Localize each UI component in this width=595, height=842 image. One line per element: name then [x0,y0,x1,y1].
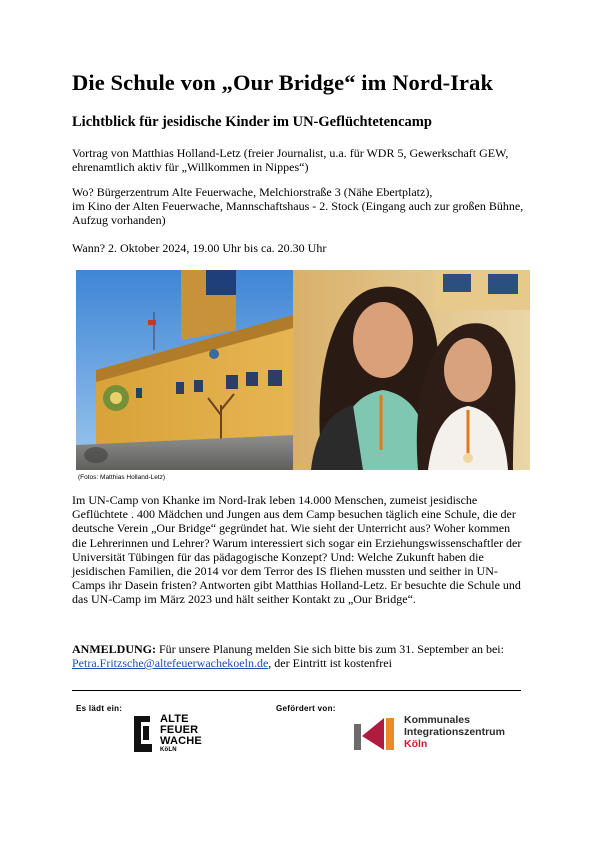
funded-label: Gefördert von: [276,704,336,713]
photo-caption: (Fotos: Matthias Holland-Letz) [78,474,166,481]
ki-logo-line-1: Kommunales [404,714,470,726]
registration-suffix: , der Eintritt ist kostenfrei [268,656,392,671]
registration-text: Für unsere Planung melden Sie sich bitte bis zum 31. September an bei: [156,642,504,656]
description-line: jesidischen Familien, die 2014 vor dem Terror des IS fliehen mussten und seither in UN- [72,564,498,579]
ki-logo-line-2: Integrationszentrum [404,726,505,738]
af-logo-line-1: ALTE [160,713,189,725]
description-line: die Lehrerinnen und Lehrer? Warum interessiert sich sogar ein Erziehungswissenschaftler der [72,535,522,550]
ki-emblem-icon [354,716,396,752]
location-line-1: Wo? Bürgerzentrum Alte Feuerwache, Melchiorstraße 3 (Nähe Ebertplatz), [72,185,433,199]
alte-feuerwache-logo [132,714,212,756]
description-line: Geflüchtete . 400 Mädchen und Jungen aus dem Camp besuchen täglich eine Schule, die der [72,507,516,522]
footer-divider [72,690,521,691]
event-time: Wann? 2. Oktober 2024, 19.00 Uhr bis ca. 20.30 Uhr [72,241,327,255]
school-building-photo [76,270,293,470]
kommunales-integrationszentrum-logo [354,714,524,754]
speaker-info [72,146,532,174]
invites-label: Es lädt ein: [76,704,123,713]
girls-portrait-photo [293,270,530,470]
registration [72,642,532,670]
description-line: das UN-Camp im März 2023 und hält seither Kontakt zu „Our Bridge“. [72,592,416,607]
registration-email-link[interactable]: Petra.Fritzsche@altefeuerwachekoeln.de [72,656,269,671]
description-line: Universität Tübingen für das pädagogische Konzept? Und: Welche Zukunft haben die [72,549,484,564]
description-line: Camps ihr Dasein fristen? Antworten gibt Matthias Holland-Letz. Er besuchte die Schule und [72,578,521,593]
registration-label: ANMELDUNG: [72,642,156,656]
speaker-line-1: Vortrag von Matthias Holland-Letz (freier Journalist, u.a. für WDR 5, Gewerkschaft GEW, [72,146,509,160]
photo-collage [76,270,530,470]
af-logo-line-2: FEUER [160,724,199,736]
page-subtitle: Lichtblick für jesidische Kinder im UN-Geflüchtetencamp [72,114,432,130]
ki-logo-line-3: Köln [404,738,428,750]
description-line: Im UN-Camp von Khanke im Nord-Irak leben 14.000 Menschen, zumeist jesidische [72,493,478,507]
location-info [72,185,532,228]
af-logo-line-3: WACHE [160,735,202,747]
page-title: Die Schule von „Our Bridge“ im Nord-Irak [72,70,494,95]
location-line-2: im Kino der Alten Feuerwache, Mannschaftshaus - 2. Stock (Eingang auch zur großen Bühne, [72,199,524,214]
alte-feuerwache-emblem-icon [132,714,154,754]
speaker-line-2: ehrenamtlich aktiv für „Willkommen in Nippes“) [72,160,309,175]
description-line: deutsche Verein „Our Bridge“ gegründet hat. Wie sieht der Unterricht aus? Woher kommen [72,521,511,536]
location-line-3: Aufzug vorhanden) [72,213,166,228]
af-logo-line-4: KöLN [160,747,177,753]
description [72,493,532,607]
